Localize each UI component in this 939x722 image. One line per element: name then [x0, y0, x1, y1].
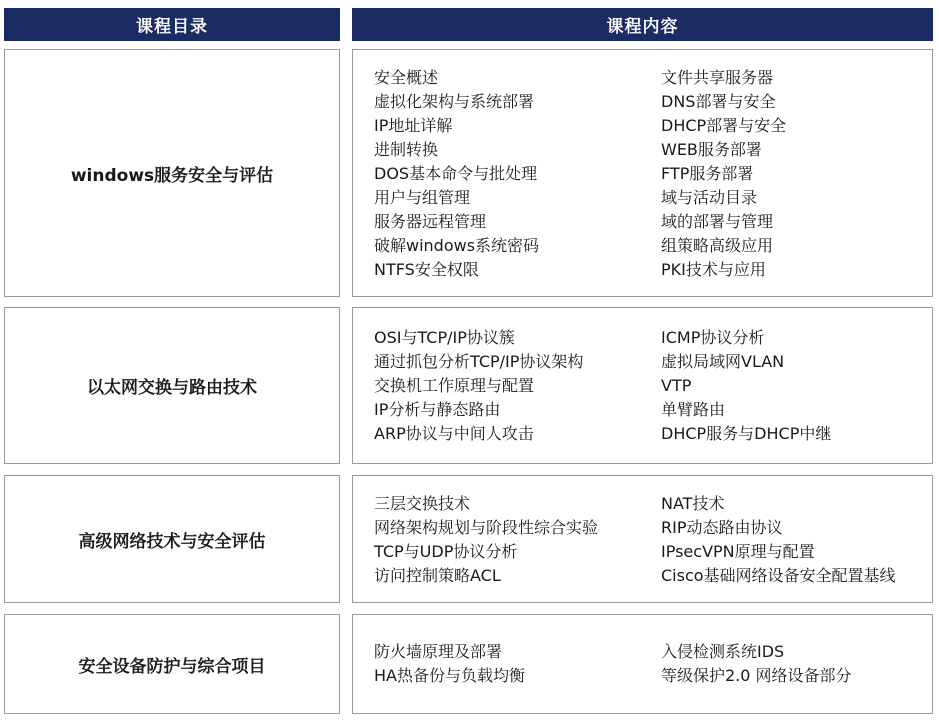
list-item: HA热备份与负载均衡: [374, 666, 525, 685]
content-column-right: [661, 326, 831, 446]
row-content-advanced-network: [352, 475, 933, 603]
list-item: TCP与UDP协议分析: [374, 542, 518, 561]
list-item: IPsecVPN原理与配置: [661, 542, 815, 561]
content-column-right: [661, 66, 786, 282]
list-item: OSI与TCP/IP协议簇: [374, 328, 515, 347]
row-title-ethernet: 以太网交换与路由技术: [4, 307, 340, 464]
list-item: NTFS安全权限: [374, 260, 479, 279]
list-item: 访问控制策略ACL: [374, 566, 501, 585]
list-item: WEB服务部署: [661, 140, 762, 159]
list-item: DHCP部署与安全: [661, 116, 787, 135]
list-item: 域的部署与管理: [661, 212, 774, 231]
list-item: ARP协议与中间人攻击: [374, 424, 534, 443]
list-item: 文件共享服务器: [661, 68, 774, 87]
list-item: 通过抓包分析TCP/IP协议架构: [374, 352, 584, 371]
list-item: 网络架构规划与阶段性综合实验: [374, 518, 599, 537]
list-item: 单臂路由: [661, 400, 726, 419]
content-column-left: [374, 326, 583, 446]
list-item: DOS基本命令与批处理: [374, 164, 538, 183]
header-course-catalog: 课程目录: [4, 8, 340, 41]
content-column-left: [374, 640, 525, 688]
content-column-right: [661, 640, 852, 688]
content-column-left: [374, 66, 539, 282]
list-item: Cisco基础网络设备安全配置基线: [661, 566, 896, 585]
row-title-windows: windows服务安全与评估: [4, 49, 340, 297]
list-item: DNS部署与安全: [661, 92, 776, 111]
list-item: VTP: [661, 376, 692, 395]
list-item: NAT技术: [661, 494, 725, 513]
content-column-right: [661, 492, 896, 588]
list-item: 等级保护2.0 网络设备部分: [661, 666, 852, 685]
list-item: IP分析与静态路由: [374, 400, 501, 419]
list-item: RIP动态路由协议: [661, 518, 783, 537]
row-content-security-devices: [352, 614, 933, 714]
list-item: 域与活动目录: [661, 188, 758, 207]
list-item: ICMP协议分析: [661, 328, 765, 347]
list-item: IP地址详解: [374, 116, 453, 135]
list-item: 虚拟局域网VLAN: [661, 352, 785, 371]
list-item: 虚拟化架构与系统部署: [374, 92, 535, 111]
list-item: 用户与组管理: [374, 188, 471, 207]
list-item: 交换机工作原理与配置: [374, 376, 535, 395]
row-content-ethernet: [352, 307, 933, 464]
row-title-security-devices: 安全设备防护与综合项目: [4, 614, 340, 714]
list-item: 进制转换: [374, 140, 439, 159]
list-item: DHCP服务与DHCP中继: [661, 424, 832, 443]
row-title-advanced-network: 高级网络技术与安全评估: [4, 475, 340, 603]
list-item: 安全概述: [374, 68, 439, 87]
list-item: 破解windows系统密码: [374, 236, 540, 255]
list-item: 入侵检测系统IDS: [661, 642, 785, 661]
list-item: PKI技术与应用: [661, 260, 766, 279]
header-course-content: 课程内容: [352, 8, 933, 41]
content-column-left: [374, 492, 598, 588]
list-item: 三层交换技术: [374, 494, 471, 513]
list-item: 防火墙原理及部署: [374, 642, 503, 661]
list-item: 组策略高级应用: [661, 236, 774, 255]
list-item: FTP服务部署: [661, 164, 754, 183]
row-content-windows: [352, 49, 933, 297]
list-item: 服务器远程管理: [374, 212, 487, 231]
